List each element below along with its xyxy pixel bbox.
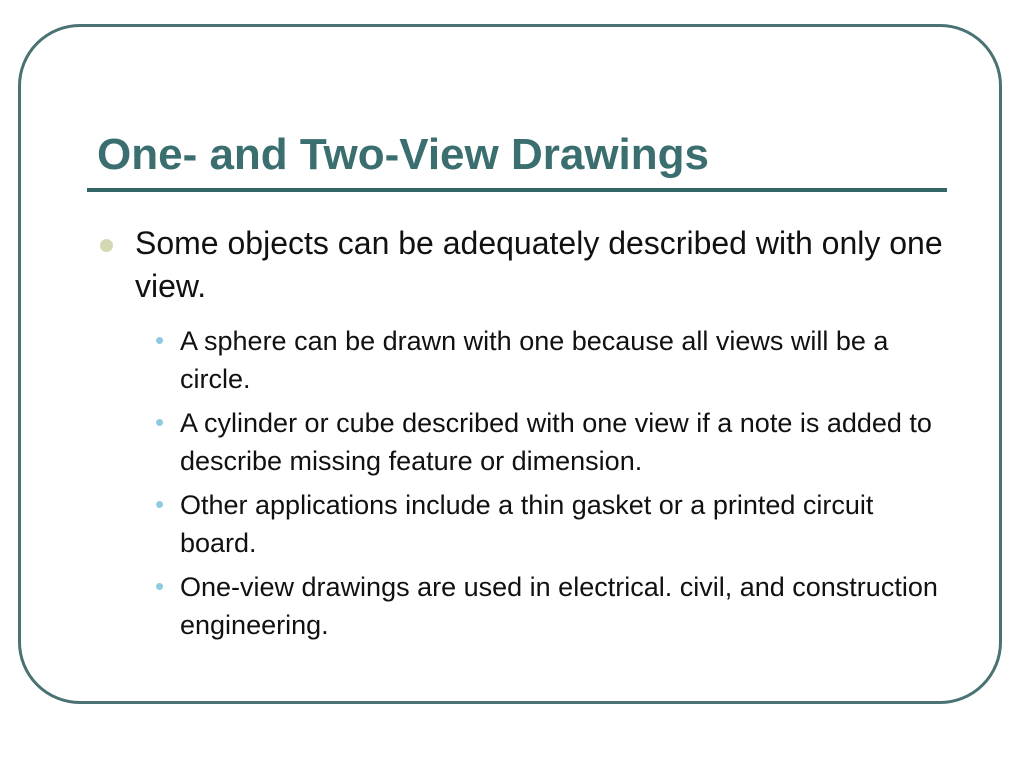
title-divider [87,188,947,192]
sub-bullet-dot-icon: • [155,489,165,519]
sub-bullet-text: One-view drawings are used in electrical. civil, and construction engineering. [180,572,938,640]
sub-bullet [155,568,946,644]
main-bullet [96,222,946,308]
sub-bullet-dot-icon: • [155,325,165,355]
slide-content [96,222,946,650]
sub-bullet [155,404,946,480]
sub-bullet-text: A cylinder or cube described with one view if a note is added to describe missing feature or dimension. [180,408,932,476]
sub-bullet-dot-icon: • [155,407,165,437]
slide-title: One- and Two-View Drawings [97,130,710,179]
sub-bullet-text: A sphere can be drawn with one because all views will be a circle. [180,326,889,394]
main-bullet-text: Some objects can be adequately described with only one view. [135,225,943,304]
sub-bullet-list [96,322,946,644]
sub-bullet-text: Other applications include a thin gasket or a printed circuit board. [180,490,874,558]
sub-bullet [155,322,946,398]
sub-bullet-dot-icon: • [155,571,165,601]
sub-bullet [155,486,946,562]
bullet-dot-icon [100,239,113,252]
